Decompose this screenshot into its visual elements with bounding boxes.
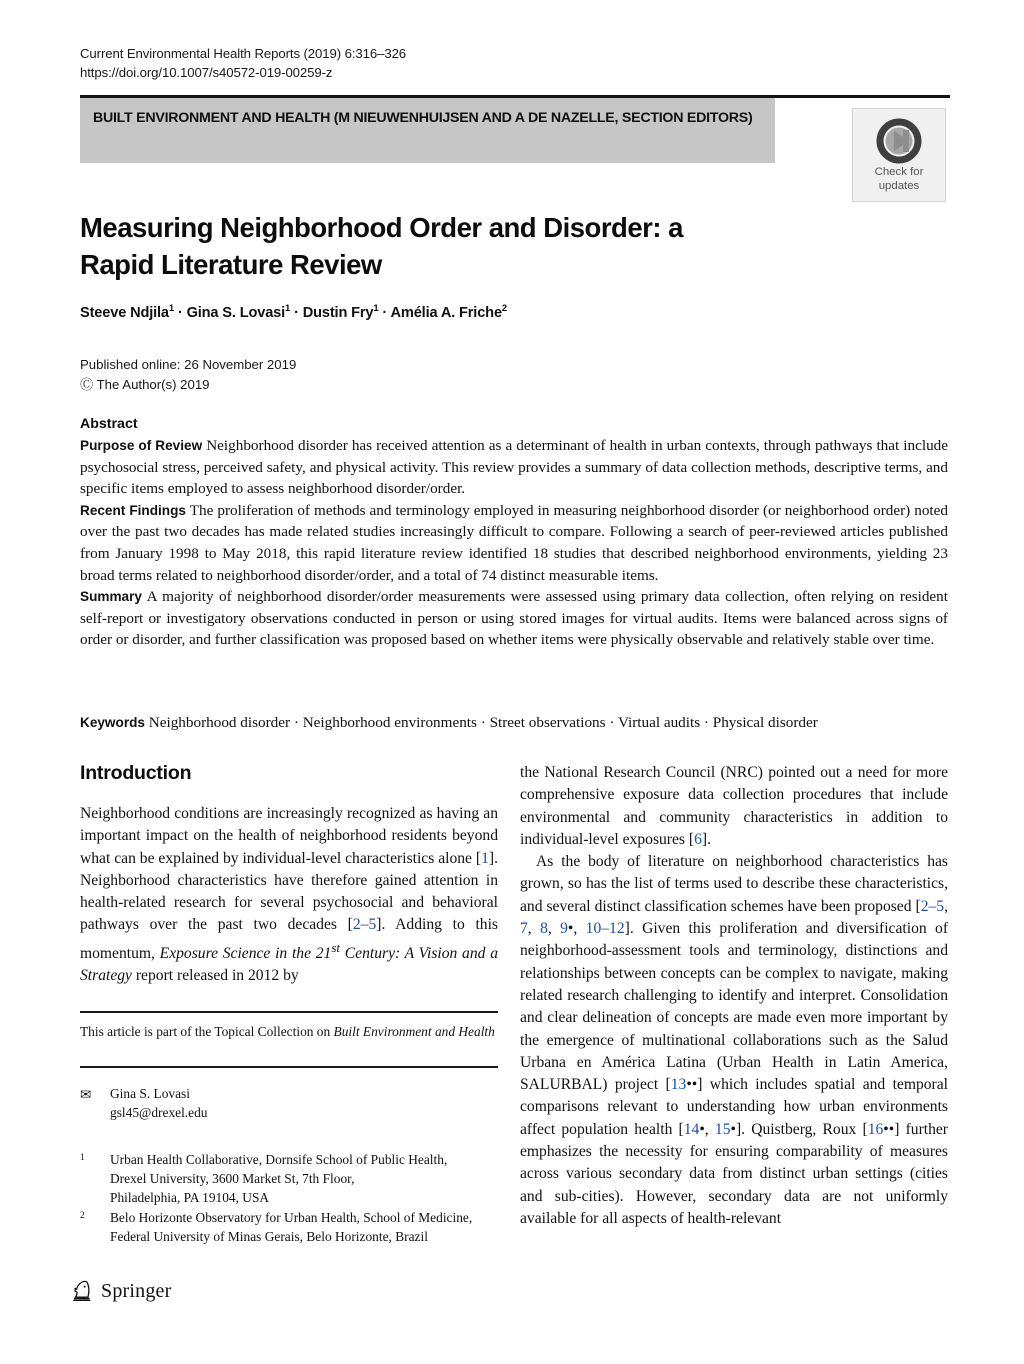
corresponding-author-block: [80, 1084, 498, 1122]
affiliation-1-line-1: Urban Health Collaborative, Dornsife School of Public Health,: [110, 1152, 448, 1167]
author-list: Steeve Ndjila$^1$ · Gina S. Lovasi$^1$ · Dustin Fry$^1$ · Amélia A. Friche$^2$: [80, 303, 508, 321]
body-column-left: [80, 760, 498, 988]
journal-running-head: [80, 44, 780, 82]
affiliation-2: [80, 1208, 510, 1246]
abstract-text-summary: A majority of neighborhood disorder/order measurements were assessed using primary data collection, often relying on resident self-report or investigatory observations conducted in person or using stored images for virtual audits. Items were balanced across signs of order or disorder, and further classification was proposed based on whether items were physically observable and relatively stable over time.: [80, 588, 948, 649]
affiliation-2-line-2: Federal University of Minas Gerais, Belo Horizonte, Brazil: [110, 1229, 428, 1244]
affiliation-1-number: 1: [80, 1153, 85, 1163]
body-column-right: [520, 762, 948, 1230]
affiliation-2-line-1: Belo Horizonte Observatory for Urban Health, School of Medicine,: [110, 1210, 473, 1225]
section-heading-introduction: Introduction: [80, 762, 192, 784]
publisher-name: Springer: [101, 1280, 172, 1302]
intro-paragraph-left: Neighborhood conditions are increasingly recognized as having an important impact on the health of neighborhood residents beyond what can be explained by individual-level characteristics alone [1]. Neighborhood characteristics have therefore gained attention in health-related research for several psychosocial and behavioral pathways over the past two decades [2–5]. Adding to this momentum, Exposure Science in the 21st Century: A Vision and a Strategy report released in 2012 by: [80, 805, 498, 985]
check-for-updates-label: [853, 165, 945, 193]
intro-paragraph-right-1: the National Research Council (NRC) pointed out a need for more comprehensive exposure data collection procedures that include environmental and community characteristics in addition to individual-level exposures [6].: [520, 764, 948, 848]
footnote-rule-bottom: [80, 1066, 498, 1068]
keywords-line: [80, 712, 948, 733]
topical-collection-note: This article is part of the Topical Collection on Built Environment and Health: [80, 1024, 495, 1039]
journal-citation-line: Current Environmental Health Reports (2019) 6:316–326: [80, 46, 407, 61]
abstract-purpose-of-review: [80, 435, 948, 500]
badge-line-1: Check for: [874, 166, 924, 178]
keywords-label: Keywords: [80, 715, 145, 730]
footnote-rule-top: [80, 1011, 498, 1013]
abstract-text-purpose: Neighborhood disorder has received attention as a determinant of health in urban contexts, through pathways that include psychosocial stress, perceived safety, and physical activity. This review provides a summary of data collection methods, descriptive terms, and specific items employed to assess neighborhood disorder/order.: [80, 437, 949, 498]
intro-paragraph-right-2: As the body of literature on neighborhood characteristics has grown, so has the list of terms used to describe these characteristics, and several distinct classification schemes have been proposed [2–5, 7, 8, 9•, 10–12]. Given this proliferation and diversification of neighborhood-assessment tools and terminology, distinctions and relationships between concepts can be complex to navigate, making related research challenging to identify and interpret. Consolidation and clear delineation of concepts are made even more important by the emergence of multinational collaborations such as the Salud Urbana en América Latina (Urban Health in Latin America, SALURBAL) project [13••] which includes spatial and temporal comparisons relevant to understanding how urban environments affect population health [14•, 15•]. Quistberg, Roux [16••] further emphasizes the necessity for ensuring comparability of measures across various secondary data from distinct urban settings (cities and sub-cities). However, secondary data are not uniformly available for all aspects of health-relevant: [520, 853, 949, 1227]
abstract-label-findings: Recent Findings: [80, 502, 186, 518]
corresponding-author-name: Gina S. Lovasi: [110, 1086, 190, 1101]
springer-knight-logo-icon: [72, 1279, 94, 1303]
article-title: Measuring Neighborhood Order and Disorder: a Rapid Literature Review: [80, 212, 683, 280]
journal-doi-line[interactable]: https://doi.org/10.1007/s40572-019-00259-z: [80, 65, 333, 80]
envelope-icon: ✉: [80, 1087, 92, 1102]
affiliation-1-line-2: Drexel University, 3600 Market St, 7th Floor,: [110, 1171, 355, 1186]
keywords-text: Neighborhood disorder · Neighborhood environments · Street observations · Virtual audits · Physical disorder: [148, 714, 818, 731]
affiliation-1-line-3: Philadelphia, PA 19104, USA: [110, 1190, 270, 1205]
section-banner-text: BUILT ENVIRONMENT AND HEALTH (M NIEUWENHUIJSEN AND A DE NAZELLE, SECTION EDITORS): [93, 110, 753, 126]
affiliation-2-number: 2: [80, 1211, 85, 1221]
abstract-label-purpose: Purpose of Review: [80, 438, 203, 453]
badge-line-2: updates: [878, 180, 920, 192]
check-for-updates-badge[interactable]: [852, 108, 946, 202]
copyright-line: Ⓒ The Author(s) 2019: [80, 376, 210, 392]
section-banner: [80, 98, 775, 163]
corresponding-author-email[interactable]: gsl45@drexel.edu: [110, 1105, 208, 1120]
abstract-label-summary: Summary: [80, 589, 142, 605]
publisher-footer: [72, 1276, 171, 1306]
abstract-heading: Abstract: [80, 416, 138, 432]
abstract-text-findings: The proliferation of methods and terminology employed in measuring neighborhood disorder (or neighborhood order) noted over the past two decades has made related studies increasingly difficult to compare. Following a search of peer-reviewed articles published from January 1998 to May 2018, this rapid literature review identified 18 studies that described neighborhood environments, yielding 23 broad terms related to neighborhood disorder/order, and a total of 74 distinct measurable items.: [80, 501, 948, 584]
abstract-summary: [80, 586, 948, 651]
published-online-date: Published online: 26 November 2019: [80, 357, 297, 372]
abstract-recent-findings: [80, 500, 948, 586]
abstract-block: [80, 414, 948, 651]
crossmark-icon: [876, 118, 922, 164]
affiliation-1: [80, 1150, 510, 1207]
publication-info: [80, 355, 580, 394]
